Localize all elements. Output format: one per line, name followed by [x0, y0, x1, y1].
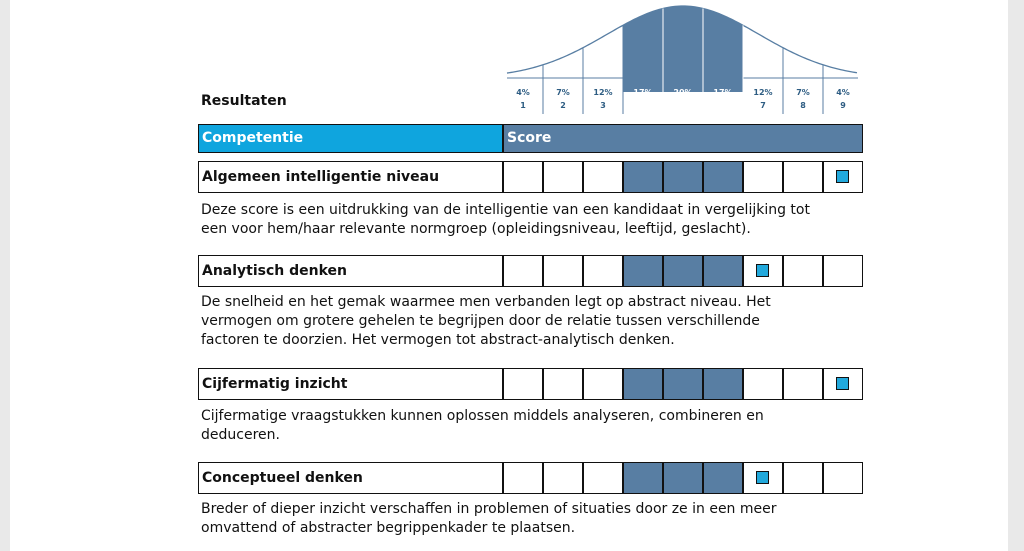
score-cell: [703, 462, 743, 494]
results-title: Resultaten: [201, 93, 287, 109]
score-number: 7: [760, 101, 766, 110]
score-cell: [543, 462, 583, 494]
competency-name: Cijfermatig inzicht: [198, 368, 503, 400]
score-cell: [503, 368, 543, 400]
score-marker: [836, 377, 849, 390]
score-cell: [623, 255, 663, 287]
score-cell: [783, 368, 823, 400]
percentile-label: 12%: [593, 88, 613, 97]
percentile-label: 7%: [556, 88, 570, 97]
percentile-label: 12%: [753, 88, 773, 97]
score-cell: [783, 255, 823, 287]
score-cell: [823, 368, 863, 400]
score-cell: [503, 462, 543, 494]
score-cell: [783, 161, 823, 193]
percentile-label: 20%: [673, 88, 693, 97]
score-cell: [543, 368, 583, 400]
percentile-label: 17%: [713, 88, 733, 97]
competency-description: [201, 500, 881, 538]
description-line: Cijfermatige vraagstukken kunnen oplossen middels analyseren, combineren en: [201, 408, 764, 424]
score-number: 9: [840, 101, 846, 110]
score-cell: [583, 255, 623, 287]
score-number: 4: [640, 101, 646, 110]
score-cell: [703, 255, 743, 287]
score-marker: [756, 264, 769, 277]
description-line: een voor hem/haar relevante normgroep (opleidingsniveau, leeftijd, geslacht).: [201, 221, 751, 237]
score-cell: [823, 161, 863, 193]
score-cell: [703, 161, 743, 193]
score-cell: [783, 462, 823, 494]
score-marker: [836, 170, 849, 183]
competency-name: Conceptueel denken: [198, 462, 503, 494]
percentile-label: 4%: [836, 88, 850, 97]
score-cell: [583, 462, 623, 494]
score-cell: [583, 161, 623, 193]
score-cell: [743, 462, 783, 494]
score-number: 6: [720, 101, 726, 110]
score-marker: [756, 471, 769, 484]
score-cell: [623, 368, 663, 400]
description-line: De snelheid en het gemak waarmee men verbanden legt op abstract niveau. Het: [201, 294, 771, 310]
score-cell: [823, 462, 863, 494]
score-cell: [623, 462, 663, 494]
competency-description: [201, 407, 881, 445]
score-number: 2: [560, 101, 566, 110]
competency-name: Analytisch denken: [198, 255, 503, 287]
score-cell: [503, 161, 543, 193]
percentile-label: 4%: [516, 88, 530, 97]
score-number: 8: [800, 101, 806, 110]
score-cell: [503, 255, 543, 287]
description-line: deduceren.: [201, 427, 280, 443]
score-cell: [663, 255, 703, 287]
score-cell: [543, 255, 583, 287]
header-score: Score: [503, 124, 863, 153]
score-cell: [743, 161, 783, 193]
score-number: 1: [520, 101, 526, 110]
competency-description: [201, 293, 881, 350]
score-cell: [823, 255, 863, 287]
score-cell: [663, 462, 703, 494]
score-cell: [583, 368, 623, 400]
percentile-label: 7%: [796, 88, 810, 97]
description-line: vermogen om grotere gehelen te begrijpen door de relatie tussen verschillende: [201, 313, 760, 329]
score-cell: [543, 161, 583, 193]
report-page: [10, 0, 1008, 551]
description-line: Deze score is een uitdrukking van de intelligentie van een kandidaat in vergelijking tot: [201, 202, 810, 218]
percentile-label: 17%: [633, 88, 653, 97]
score-cell: [703, 368, 743, 400]
score-number: 3: [600, 101, 606, 110]
description-line: factoren te doorzien. Het vermogen tot abstract-analytisch denken.: [201, 332, 675, 348]
score-cell: [743, 368, 783, 400]
description-line: Breder of dieper inzicht verschaffen in problemen of situaties door ze in een meer: [201, 501, 777, 517]
header-competency: Competentie: [198, 124, 503, 153]
competency-name: Algemeen intelligentie niveau: [198, 161, 503, 193]
score-cell: [663, 161, 703, 193]
score-number: 5: [680, 101, 686, 110]
score-cell: [663, 368, 703, 400]
description-line: omvattend of abstracter begrippenkader te plaatsen.: [201, 520, 576, 536]
curve-highlight-area: [623, 6, 743, 92]
competency-description: [201, 201, 881, 239]
score-cell: [623, 161, 663, 193]
score-cell: [743, 255, 783, 287]
